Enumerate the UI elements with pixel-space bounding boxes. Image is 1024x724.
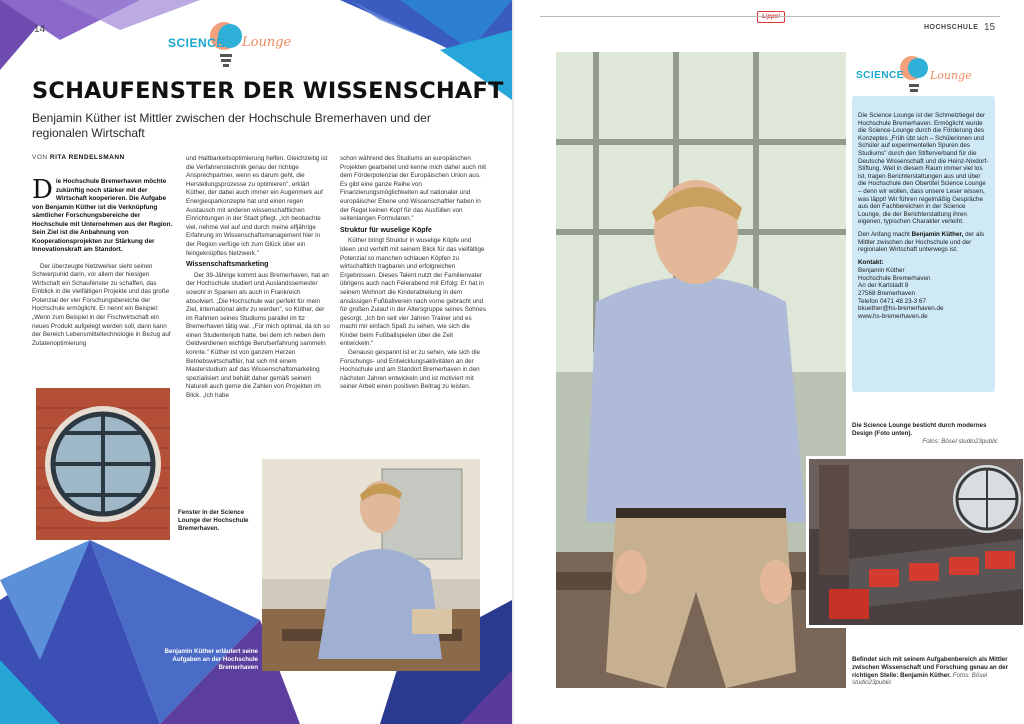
lounge-photo (806, 456, 1024, 628)
subheading: Wissenschaftsmarketing (186, 261, 269, 269)
contact-heading: Kontakt: (858, 258, 884, 266)
contact-website: www.hs-bremerhaven.de (858, 312, 928, 320)
article-headline: SCHAUFENSTER DER WISSENSCHAFT (32, 78, 504, 104)
contact-line: Hochschule Bremerhaven (858, 274, 931, 282)
lippe-badge: Lippe! (757, 11, 785, 23)
info-text: der als Mittler zwischen der Hochschule und der regionalen Wirtschaft unterwegs ist. (858, 230, 985, 254)
paragraph: schon während des Studiums an europäischen Projekten gearbeitet und kenne mich daher auch mit dem Förderpotenzial der Europäischen Union aus. Es gibt eine ganze Reihe von Finanzierungsmöglichkeiten auf nationaler und europäischer Ebene und Wissenschaftler haben in der Regel keinen Kopf für das Ausfüllen von seitenlangen Formularen." (340, 155, 486, 223)
caption-text: Befindet sich mit seinem Aufgabenbereich als Mittler zwischen Wissenschaft und Forschung genau an der richtigen Stelle: Benjamin Küther. (852, 656, 1009, 679)
paragraph: Genauso gespannt ist er zu sehen, wie sich die Forschungs- und Entwicklungsaktivitäten an der Hochschule und am Standort Bremerhaven in den nächsten Jahren entwickeln und ist motiviert mit seiner Arbeit einen positiven Beitrag zu leisten. (340, 349, 480, 391)
info-paragraph: Die Science Lounge ist der Schmelztiegel der Hochschule Bremerhaven. Ermöglicht wurde die Science-Lounge durch die Förderung des Konzeptes „Früh übt sich – Schülerinnen und Schüler auf experimentellen Spuren des Studiums" durch den Stifterverband für die Deutsche Wissenschaft und die Heinz-Nixdorf-Stiftung. Weil in diesem Raum immer viel los ist, tragen Berichterstattungen aus und über die Hochschule den Obertitel Science Lounge – denn wir wollen, dass unsere Leser wissen, was läppt! Wir führen regelmäßig Gespräche aus den Fachbereichen in der Science Lounge, die der Berichterstattung ihren eigenen, typischen Charakter verleiht. (858, 112, 989, 226)
article-column-2 (186, 155, 330, 401)
article-subheadline: Benjamin Küther ist Mittler zwischen der Hochschule Bremerhaven und der regionalen Wirtschaft (32, 111, 431, 140)
subheading: Struktur für wuselige Köpfe (340, 226, 432, 234)
window-photo (36, 388, 170, 540)
caption-lounge (852, 422, 998, 445)
desk-photo (262, 459, 480, 671)
contact-block (858, 267, 989, 320)
section-label: HOCHSCHULE (924, 24, 979, 31)
portrait-photo (556, 52, 846, 688)
logo-word-lounge: Lounge (242, 35, 292, 50)
page-number: 14 (34, 24, 46, 35)
byline (32, 154, 125, 161)
lead-text: ie Hochschule Bremerhaven möchte zukünftig noch stärker mit der Wirtschaft kooperieren. Die Aufgabe von Benjamin Küther ist die Verknüpfung sämtlicher Forschungsbereiche der Hochschule mit Unternehmen aus der Region. Sein Ziel ist die Anbahnung von Kooperationsprojekten zur Stärkung der Innovationskraft am Standort. (32, 178, 173, 253)
logo-word-science: SCIENCE (168, 36, 225, 50)
article-column-3 (340, 155, 486, 392)
caption-portrait (852, 656, 1012, 687)
info-name: Benjamin Küther, (911, 230, 964, 238)
paragraph: Küther bringt Struktur in wuselige Köpfe und Ideen und verhilft mit seinem Blick für das vielfältige Potenzial so manchen schlauen Köpfen zu wirtschaftlich tragbaren und erfolgreichen Ergebnissen. Dieses Talent nutzt der Familienvater übrigens auch nach Feierabend mit Erfolg: Er hat in seinem Wohnort die Kinderabteilung in dem ansässigen Fußballverein nach vorne gebracht und für großen Zulauf in der Altersgruppe seines Sohnes gesorgt. „Ich bin seit vier Jahren Trainer und es macht mir einfach Spaß zu sehen, wie sich die Kinder beim Fußballspielen über die Zeit entwickeln." (340, 237, 486, 348)
paragraph: Der 39-Jährige kommt aus Bremerhaven, hat an der Hochschule studiert und Auslandssemester sowohl in Spanien als auch in Frankreich absolviert. „Die Hochschule war perfekt für mein Ziel, international aktiv zu werden", so Küther, der im Rahmen seines Studiums parallel im ttz Bremerhaven tätig war. „Für mich optimal, da ich so einen Studentenjob hatte, bei dem ich neben dem Geldverdienen wichtige Berufserfahrung sammeln konnte." Küther ist von ganzem Herzen Betriebswirtschaftler, hat sich mit einem Masterstudium auf das Wissenschaftsmarketing spezialisiert und behält daher gemäß seinem Naturell auch gerne die Zahlen von Projekten im Blick. „Ich habe (186, 271, 330, 400)
byline-prefix: VON (32, 154, 48, 161)
info-paragraph-2 (858, 231, 989, 254)
caption-window: Fenster in der Science Lounge der Hochschule Bremerhaven. (178, 509, 249, 532)
contact-line: Benjamin Küther (858, 267, 905, 275)
photo-credit: Fotos: Bösel studio23public (852, 671, 988, 687)
contact-email: bkuether@hs-bremerhaven.de (858, 305, 944, 313)
byline-author: RITA RENDELSMANN (49, 154, 125, 161)
paragraph: Der überzeugte Netzwerker sieht seinen Schwerpunkt darin, vor allem der hiesigen Wirtschaft ein Schaufenster zu schaffen, das Einblick in die vielfältigen Projekte und das große Potenzial der vier Forschungsbereiche der Hochschule ermöglicht. Er nennt ein Beispiel: „Wenn zum Beispiel in der Fischwirtschaft ein neues Produkt aufgelegt werden soll, dann kann der Bereich Lebensmitteltechnologie in Bezug auf Zutatenoptimierung (32, 262, 171, 347)
logo-word-lounge: Lounge (930, 69, 972, 82)
photo-credit: Fotos: Bösel studio23public (922, 437, 998, 445)
article-column-1 (32, 175, 176, 348)
right-page (514, 0, 1024, 724)
contact-line: An der Karlstadt 8 (858, 282, 909, 290)
caption-text: Die Science Lounge besticht durch modernes Design (Foto unten). (852, 422, 987, 437)
contact-line: 27568 Bremerhaven (858, 290, 916, 298)
caption-desk: Benjamin Küther erläutert seine Aufgaben an der Hochschule Bremerhaven (164, 648, 258, 671)
header-rule (540, 16, 1000, 17)
contact-phone: Telefon 0471 48 23-3 67 (858, 297, 926, 305)
article-lead (32, 175, 176, 255)
drop-cap: D (32, 175, 53, 205)
science-lounge-infobox (852, 96, 995, 392)
paragraph: und Haltbarkeitsoptimierung helfen. Gleichzeitig ist die Verfahrenstechnik genau der richtige Ansprechpartner, wenn es darum geht, die Herstellungsprozesse zu optimieren", erklärt Küther, der dabei auch immer ein Augenmerk auf Energiesparkonzepte hat und einen regen Austausch mit anderen wissenschaftlichen Einrichtungen in der Stadt pflegt. „Ich beobachte viel, nehme viel auf und durch meine elfjährige Erfahrung im Wissenschaftsmanagement hier in der Region verfüge ich zum Glück über ein feingeknüpftes Netzwerk." (186, 155, 328, 257)
page-number: 15 (984, 22, 996, 33)
logo-word-science: SCIENCE (856, 70, 904, 81)
info-text: Den Anfang macht (858, 230, 910, 238)
